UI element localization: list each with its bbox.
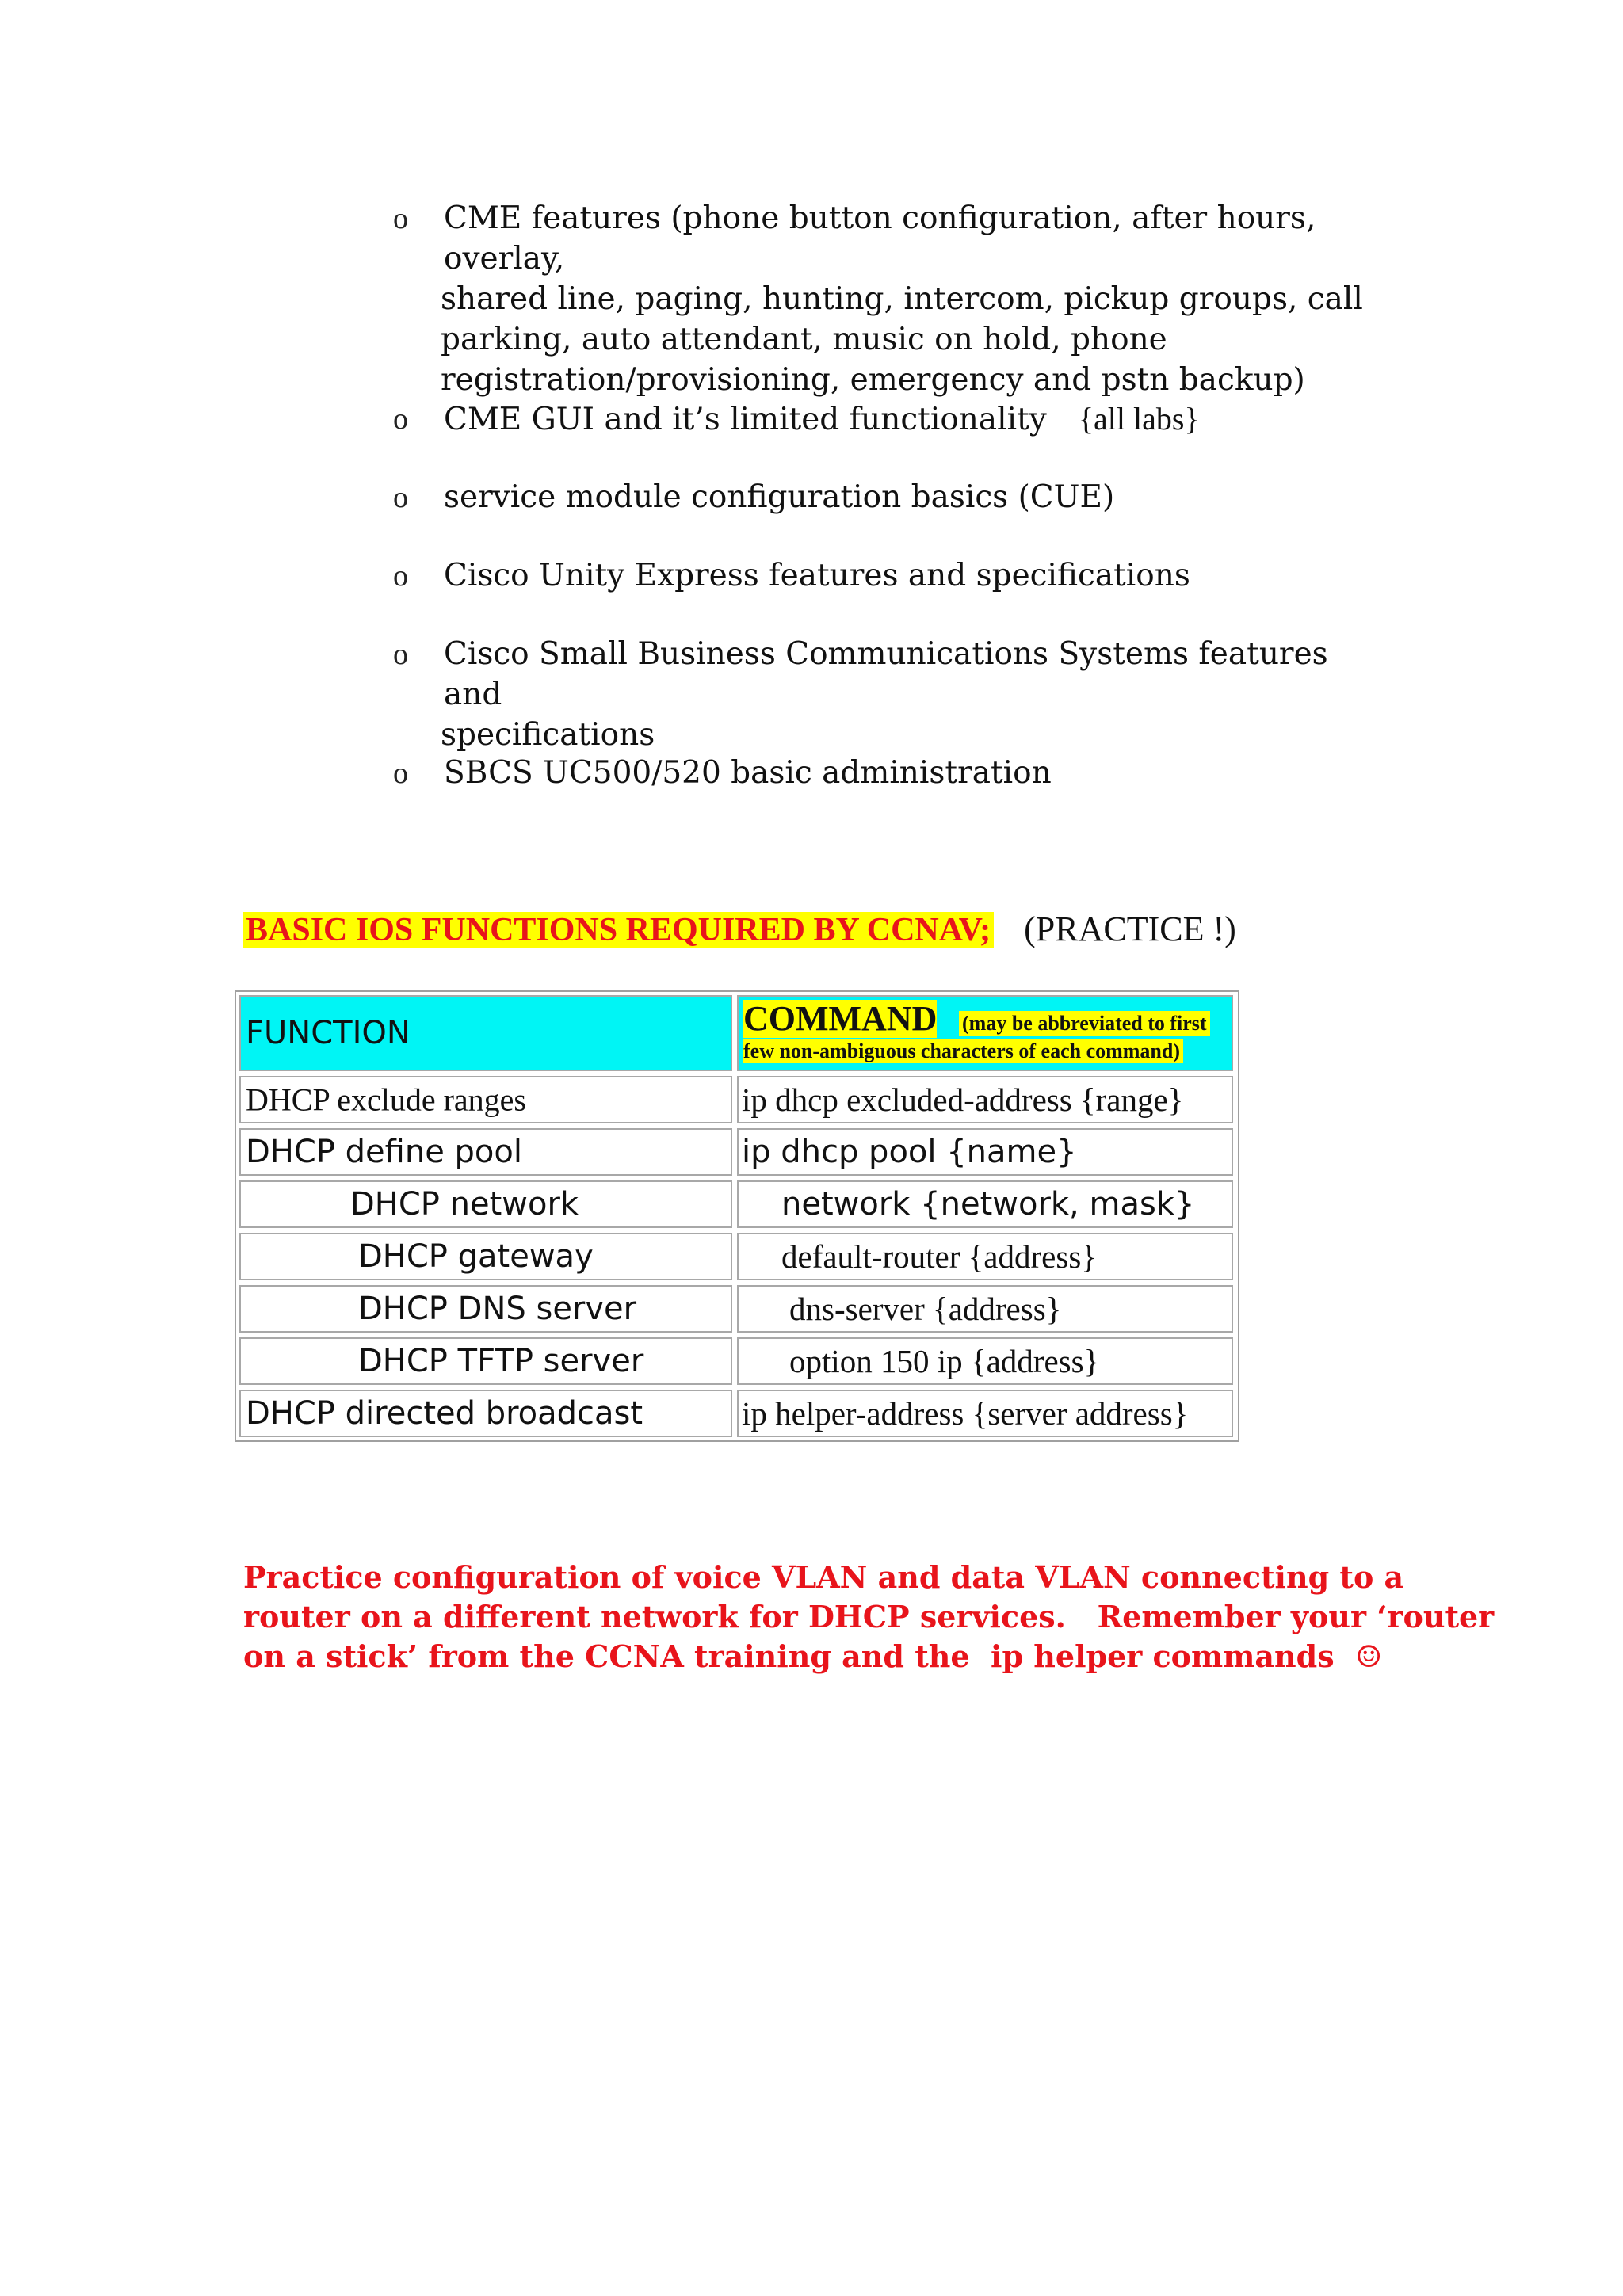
heading-highlighted: BASIC IOS FUNCTIONS REQUIRED BY CCNAV;: [243, 912, 994, 948]
table-cell-command: ip helper-address {server address}: [737, 1390, 1233, 1437]
list-item-text: Cisco Unity Express features and specifications: [444, 558, 1190, 593]
practice-note: Practice configuration of voice VLAN and data VLAN connecting to a router on a different network for DHCP services. Remember your ‘router on a stick’ from the CCNA training and the ip helper commands ☺: [243, 1559, 1495, 1674]
table-cell-command: dns-server {address}: [737, 1285, 1233, 1333]
bullet-marker: o: [393, 638, 408, 671]
ios-commands-table: [235, 990, 1239, 1442]
table-cell-function: DHCP gateway: [239, 1233, 732, 1280]
list-item-text: CME features (phone button configuration, after hours, overlay, shared line, paging, hunting, intercom, pickup groups, call parking, auto attendant, music on hold, phone registration/provisioning, emergency and pstn backup): [441, 200, 1363, 398]
command-note-line1: (may be abbreviated to first: [959, 1011, 1210, 1036]
bullet-marker: o: [393, 757, 408, 790]
table-cell-function: DHCP define pool: [239, 1128, 732, 1176]
table-cell-function: DHCP directed broadcast: [239, 1390, 732, 1437]
bullet-marker: o: [393, 481, 408, 514]
list-item-text: SBCS UC500/520 basic administration: [444, 755, 1052, 791]
heading-practice-note: (PRACTICE !): [1024, 910, 1236, 948]
table-header-function: FUNCTION: [239, 995, 732, 1071]
table-cell-command: ip dhcp excluded-address {range}: [737, 1076, 1233, 1123]
table-cell-function: DHCP DNS server: [239, 1285, 732, 1333]
bullet-marker: o: [393, 402, 408, 436]
command-note-line2: few non-ambiguous characters of each command): [743, 1039, 1183, 1063]
table-header-command: [737, 995, 1233, 1071]
lab-tag: {all labs}: [1078, 401, 1200, 437]
table-cell-function: DHCP exclude ranges: [239, 1076, 732, 1123]
bullet-marker: o: [393, 202, 408, 235]
section-heading: [243, 906, 1236, 954]
bullet-marker: o: [393, 559, 408, 593]
table-cell-command: network {network, mask}: [737, 1180, 1233, 1228]
table-cell-command: default-router {address}: [737, 1233, 1233, 1280]
table-cell-function: DHCP network: [239, 1180, 732, 1228]
table-cell-command: option 150 ip {address}: [737, 1337, 1233, 1385]
list-item-text: service module configuration basics (CUE): [444, 479, 1115, 515]
command-title: COMMAND: [743, 999, 938, 1038]
list-item-text: Cisco Small Business Communications Systems features and specifications: [441, 636, 1328, 753]
list-item-text: CME GUI and it’s limited functionality {all labs}: [444, 401, 1200, 437]
table-cell-function: DHCP TFTP server: [239, 1337, 732, 1385]
table-cell-command: ip dhcp pool {name}: [737, 1128, 1233, 1176]
